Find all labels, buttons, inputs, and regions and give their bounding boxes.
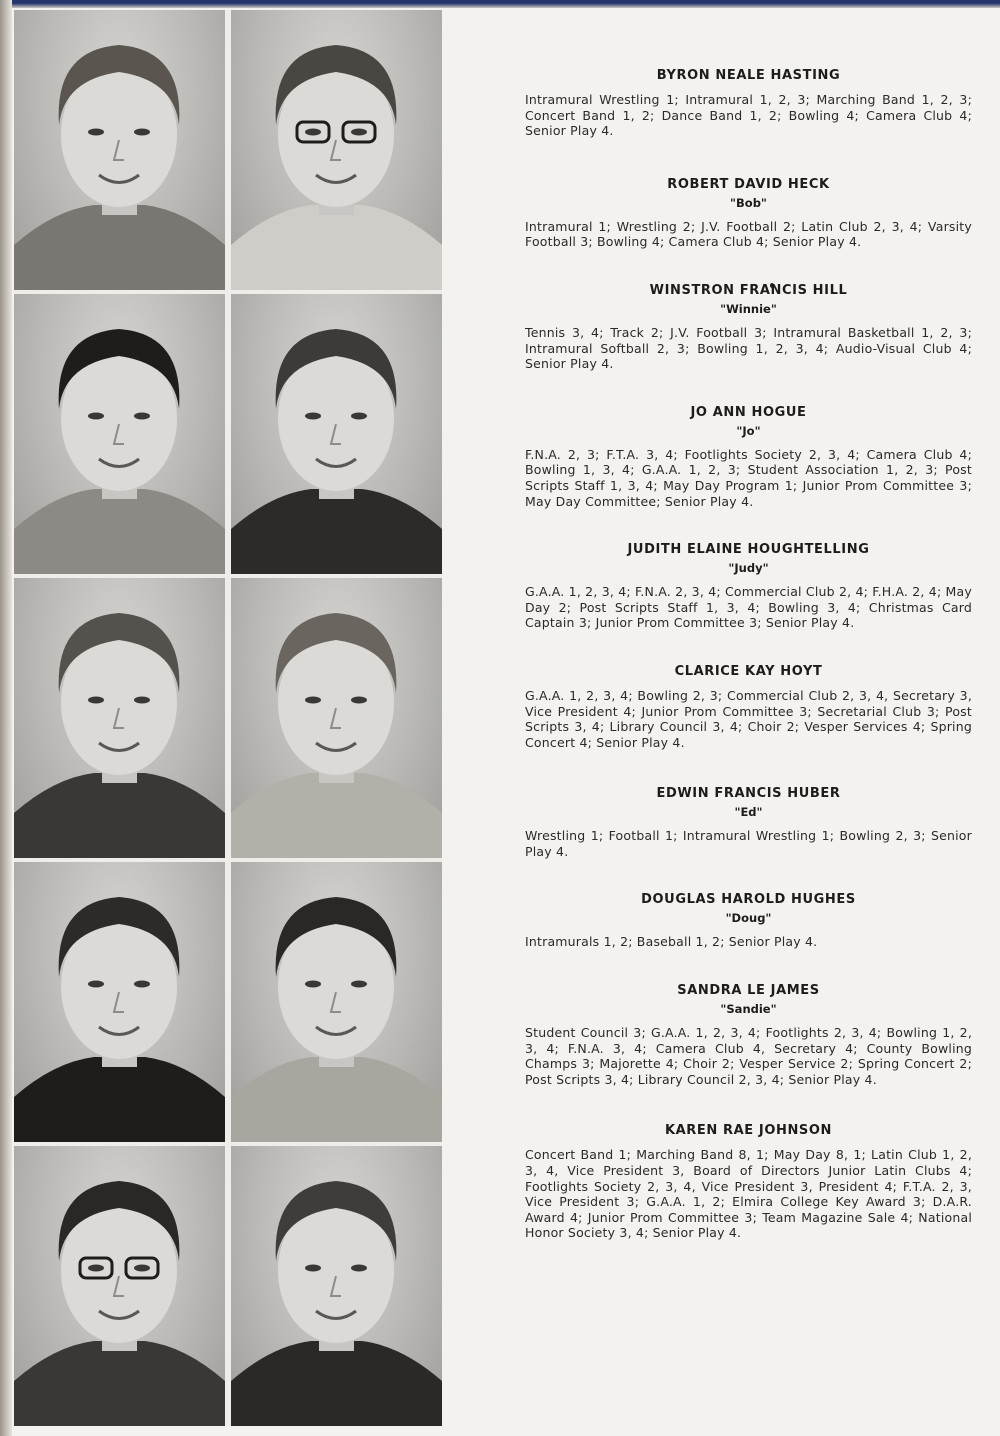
student-nickname: "Winnie" <box>720 301 777 316</box>
student-nickname: "Judy" <box>728 561 769 576</box>
portrait-eye <box>351 697 367 704</box>
student-entries <box>525 68 972 1241</box>
student-nickname: "Jo" <box>736 423 761 438</box>
portrait-clothing <box>14 1341 225 1426</box>
portrait-heck <box>231 10 442 290</box>
portrait-eye <box>88 1265 104 1272</box>
portrait-eye <box>305 129 321 136</box>
portrait-eye <box>88 697 104 704</box>
student-nickname: "Doug" <box>725 911 772 926</box>
portrait-eye <box>88 413 104 420</box>
page-top-edge <box>0 0 1000 8</box>
student-entry <box>525 892 972 950</box>
portrait-hoyt <box>231 578 442 858</box>
student-activities: Student Council 3; G.A.A. 1, 2, 3, 4; Footlights 2, 3, 4; Bowling 1, 2, 3, 4; F.N.A. 3, 4; Camera Club 4, Secretary 4; County Bowling Champs 3; Majorette 4; Choir 2; Vesper Service 2; Spring Concert 2; Post Scripts 3, 4; Library Council 2, 3, 4; Senior Play 4. <box>525 1025 972 1087</box>
student-nickname: "Ed" <box>734 805 763 820</box>
portrait-houghtelling <box>14 578 225 858</box>
portrait-huber <box>14 862 225 1142</box>
portrait-eye <box>305 697 321 704</box>
student-name: JUDITH ELAINE HOUGHTELLING <box>627 542 870 558</box>
portrait-grid <box>14 10 442 1426</box>
student-name: BYRON NEALE HASTING <box>656 68 841 83</box>
student-activities: Tennis 3, 4; Track 2; J.V. Football 3; Intramural Basketball 1, 2, 3; Intramural Softball 2, 3; Bowling 1, 2, 3, 4; Audio-Visual Club 4; Senior Play 4. <box>525 324 972 372</box>
page-binding-edge <box>0 0 12 1436</box>
portrait-eye <box>88 129 104 136</box>
student-entry <box>525 283 972 372</box>
student-activities: G.A.A. 1, 2, 3, 4; F.N.A. 2, 3, 4; Commercial Club 2, 4; F.H.A. 2, 4; May Day 2; Post Scripts Staff 1, 3, 4; Bowling 3, 4; Christmas Card Captain 3; Junior Prom Committee 3; Senior Play 4. <box>525 584 972 631</box>
student-name: WINSTRON FRANCIS HILL <box>649 282 848 298</box>
student-activities: Intramural Wrestling 1; Intramural 1, 2, 3; Marching Band 1, 2, 3; Concert Band 1, 2; Dance Band 1, 2; Bowling 4; Camera Club 4; Senior Play 4. <box>525 92 972 139</box>
portrait-eye <box>351 129 367 136</box>
portrait-eye <box>305 981 321 988</box>
student-name: EDWIN FRANCIS HUBER <box>656 786 841 802</box>
portrait-eye <box>351 981 367 988</box>
student-entry <box>525 983 972 1087</box>
student-entry <box>525 177 972 250</box>
portrait-johnson <box>231 1146 442 1426</box>
portrait-eye <box>351 413 367 420</box>
portrait-clothing <box>231 1057 442 1142</box>
portrait-eye <box>134 129 150 136</box>
student-name: CLARICE KAY HOYT <box>674 663 823 679</box>
student-activities: Intramural 1; Wrestling 2; J.V. Football 2; Latin Club 2, 3, 4; Varsity Football 3; Bowling 4; Camera Club 4; Senior Play 4. <box>525 218 972 250</box>
student-entry <box>525 1123 972 1241</box>
portrait-hogue <box>231 294 442 574</box>
student-name: SANDRA LE JAMES <box>677 983 820 999</box>
portrait-eye <box>134 413 150 420</box>
portrait-eye <box>351 1265 367 1272</box>
portrait-clothing <box>231 773 442 858</box>
portrait-hill <box>14 294 225 574</box>
portrait-clothing <box>14 1057 225 1142</box>
student-entry <box>525 664 972 750</box>
portrait-clothing <box>14 773 225 858</box>
student-entry <box>525 542 972 631</box>
portrait-james <box>14 1146 225 1426</box>
student-activities: G.A.A. 1, 2, 3, 4; Bowling 2, 3; Commercial Club 2, 3, 4, Secretary 3, Vice President 4; Junior Prom Committee 3; Secretarial Club 3; Post Scripts 3, 4; Library Council 3, 4; Choir 2; Vesper Services 4; Spring Concert 4; Senior Play 4. <box>525 687 972 750</box>
portrait-eye <box>88 981 104 988</box>
portrait-eye <box>305 1265 321 1272</box>
student-activities: Wrestling 1; Football 1; Intramural Wrestling 1; Bowling 2, 3; Senior Play 4. <box>525 828 972 859</box>
portrait-eye <box>134 697 150 704</box>
portrait-clothing <box>14 489 225 574</box>
portrait-hughes <box>231 862 442 1142</box>
student-entry <box>525 786 972 859</box>
student-name: KAREN RAE JOHNSON <box>664 1123 833 1139</box>
student-name: ROBERT DAVID HECK <box>667 176 830 192</box>
student-nickname: "Sandie" <box>720 1002 777 1017</box>
student-entry <box>525 405 972 509</box>
student-activities: Intramurals 1, 2; Baseball 1, 2; Senior Play 4. <box>525 934 818 950</box>
student-nickname: "Bob" <box>730 195 767 210</box>
student-name: DOUGLAS HAROLD HUGHES <box>641 892 856 908</box>
portrait-clothing <box>14 205 225 290</box>
student-activities: F.N.A. 2, 3; F.T.A. 3, 4; Footlights Society 2, 3, 4; Camera Club 4; Bowling 1, 3, 4; G.A.A. 1, 2, 3; Student Association 1, 2, 3; Post Scripts Staff 1, 3, 4; May Day Program 1; Junior Prom Committee 3; May Day Committee; Senior Play 4. <box>525 446 972 509</box>
student-name: JO ANN HOGUE <box>690 404 807 420</box>
portrait-eye <box>305 413 321 420</box>
portrait-eye <box>134 1265 150 1272</box>
portrait-clothing <box>231 1341 442 1426</box>
portrait-clothing <box>231 489 442 574</box>
student-entry <box>525 68 972 139</box>
student-activities: Concert Band 1; Marching Band 8, 1; May Day 8, 1; Latin Club 1, 2, 3, 4, Vice President 3, Board of Directors Junior Latin Clubs 4; Footlights Society 2, 3, 4, Vice President 3, President 4; F.T.A. 2, 3, Vice President 3; G.A.A. 1, 2; Elmira College Key Award 3; D.A.R. Award 4; Junior Prom Committee 3; Team Magazine Sale 4; National Honor Society 3, 4; Senior Play 4. <box>525 1147 972 1241</box>
portrait-eye <box>134 981 150 988</box>
portrait-hasting <box>14 10 225 290</box>
portrait-clothing <box>231 205 442 290</box>
